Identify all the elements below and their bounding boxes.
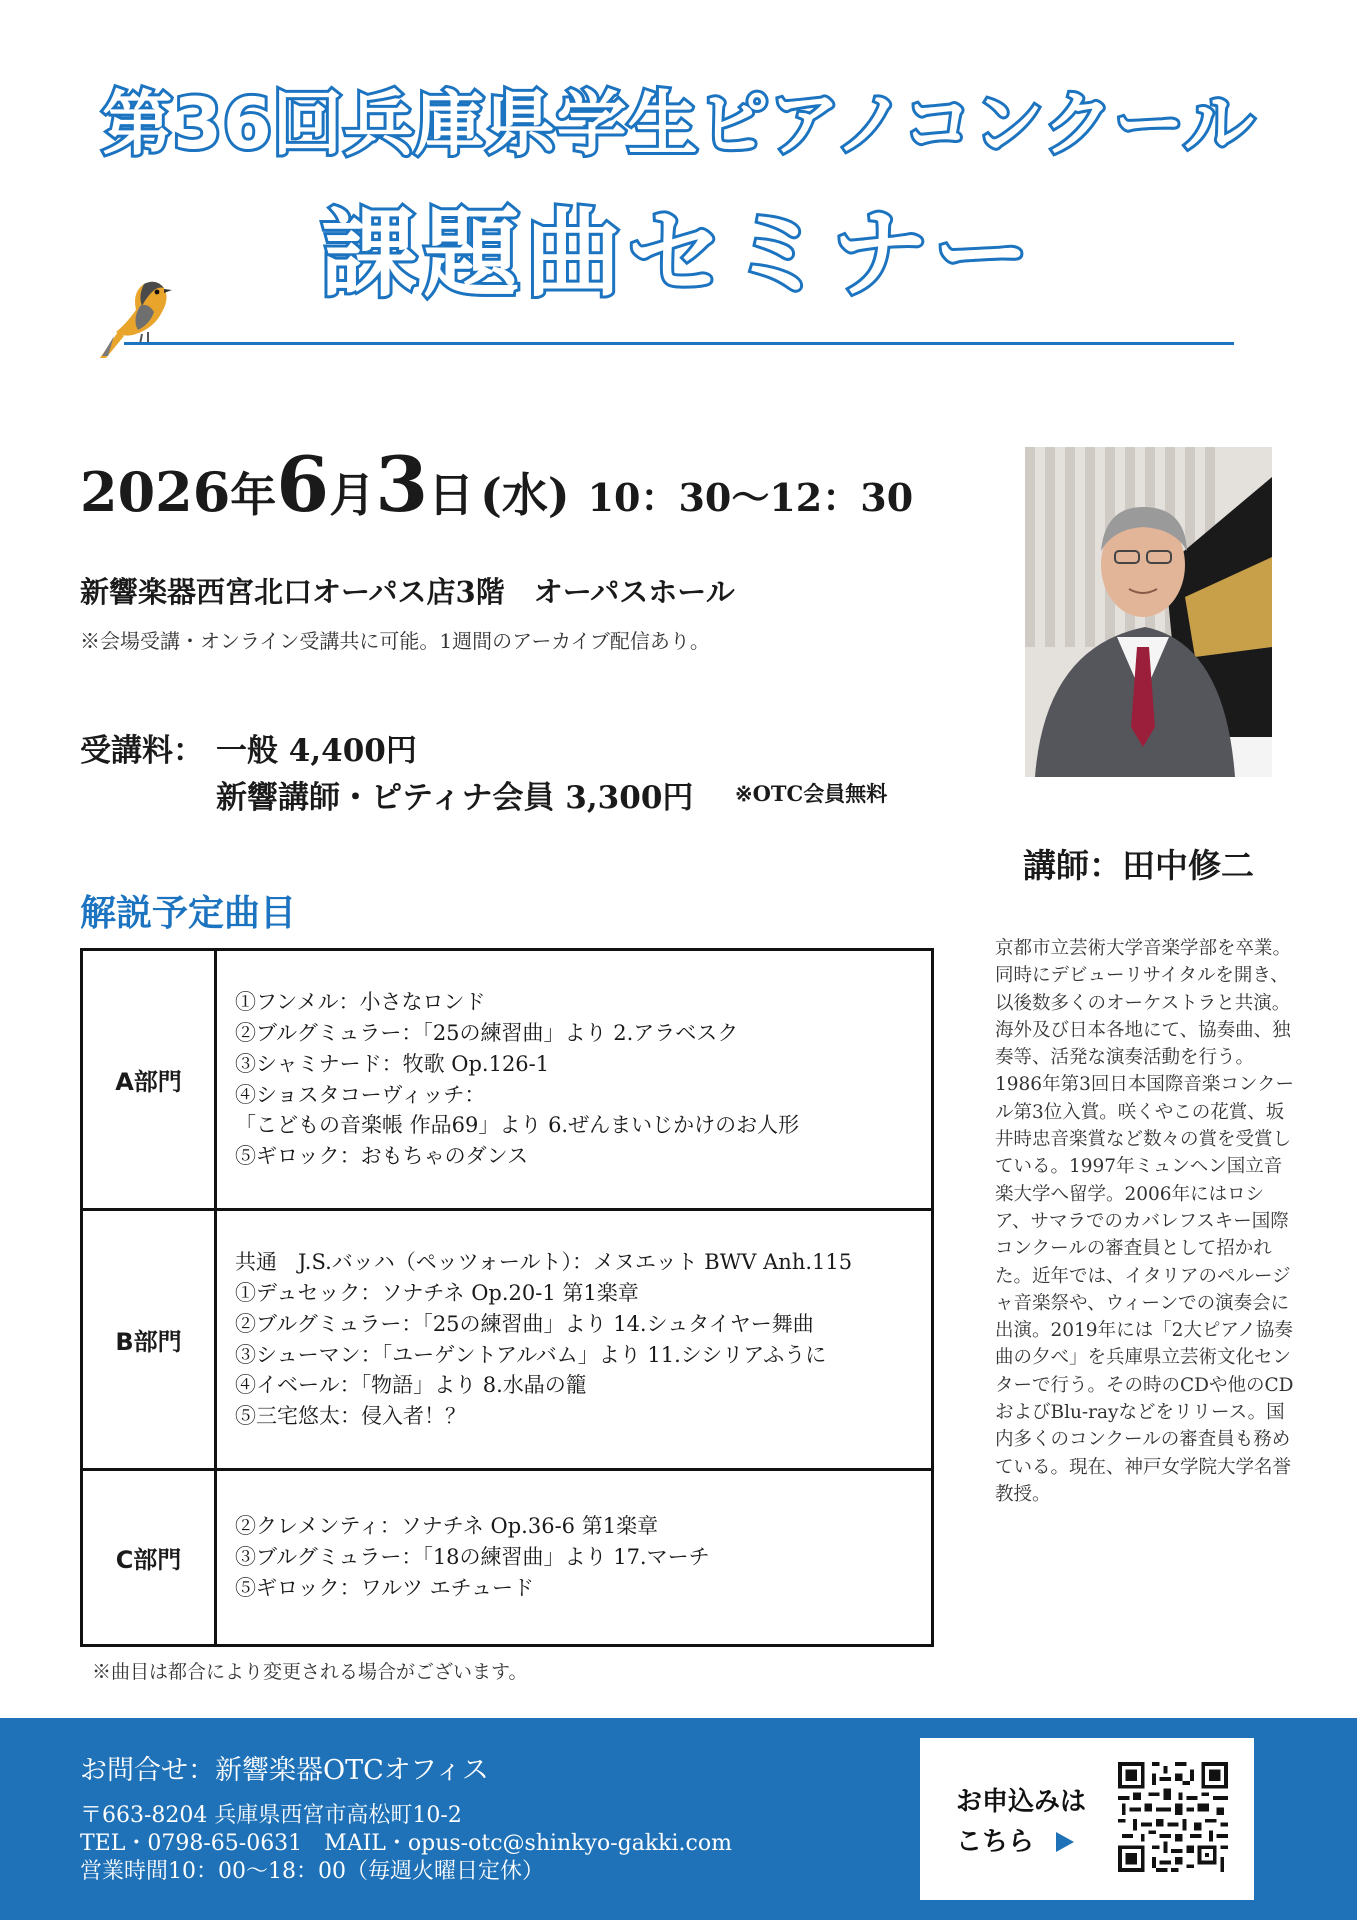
list-item: ⑤ギロック：ワルツ エチュード	[235, 1575, 534, 1600]
footer	[0, 1718, 1357, 1920]
table-row	[82, 1470, 933, 1646]
fee-member: 新響講師・ピティナ会員 3,300円	[216, 780, 694, 816]
category-label: A部門	[82, 950, 216, 1210]
title-divider	[124, 342, 1234, 345]
date-year-kanji: 年	[230, 468, 277, 522]
apply-box[interactable]	[920, 1738, 1254, 1900]
category-label: B部門	[82, 1210, 216, 1470]
date-weekday: (水)	[480, 468, 570, 522]
list-item: ①フンメル：小さなロンド	[235, 990, 486, 1015]
date-month-kanji: 月	[329, 468, 376, 522]
date-day: 3	[375, 440, 429, 529]
contact-title: お問合せ：新響楽器OTCオフィス	[80, 1755, 489, 1786]
category-pieces	[216, 1210, 933, 1470]
teacher-photo	[1025, 447, 1272, 777]
category-pieces	[216, 1470, 933, 1646]
page-title-line1: 第36回兵庫県学生ピアノコンクール	[102, 83, 1255, 165]
list-item: ③シューマン：「ユーゲントアルバム」より 11.シシリアふうに	[235, 1342, 827, 1367]
contact-address: 〒663-8204 兵庫県西宮市高松町10-2	[80, 1803, 462, 1828]
list-item: ②ブルグミュラー：「25の練習曲」より 2.アラベスク	[235, 1021, 739, 1046]
fee-note: ※OTC会員無料	[735, 781, 888, 806]
event-time: 10：30〜12：30	[587, 475, 914, 520]
list-item: ③ブルグミュラー：「18の練習曲」より 17.マーチ	[235, 1545, 710, 1570]
pieces-table	[80, 948, 934, 1647]
contact-tel-mail[interactable]: TEL・0798-65-0631 MAIL・opus-otc@shinkyo-gakki.com	[80, 1831, 732, 1856]
list-item: ①デュセック：ソナチネ Op.20-1 第1楽章	[235, 1281, 639, 1306]
apply-line2: こちら	[956, 1827, 1035, 1857]
list-item: ②ブルグミュラー：「25の練習曲」より 14.シュタイヤー舞曲	[235, 1311, 814, 1336]
teacher-name: 講師：田中修二	[1023, 846, 1254, 885]
page-title-line2: 課題曲セミナー	[321, 198, 1036, 310]
date-day-kanji: 日	[428, 468, 475, 522]
category-pieces	[216, 950, 933, 1210]
list-item: ⑤三宅悠太：侵入者！？	[235, 1403, 466, 1428]
list-item: ④イベール：「物語」より 8.水晶の籠	[235, 1373, 587, 1398]
list-item: ⑤ギロック：おもちゃのダンス	[235, 1143, 529, 1168]
fee-label: 受講料：	[80, 733, 204, 769]
list-item: 「こどもの音楽帳 作品69」より 6.ぜんまいじかけのお人形	[235, 1113, 800, 1138]
list-item: ④ショスタコーヴィッチ：	[235, 1082, 486, 1107]
venue-note: ※会場受講・オンライン受講共に可能。1週間のアーカイブ配信あり。	[80, 629, 710, 653]
fee-general: 一般 4,400円	[216, 733, 417, 769]
table-row	[82, 1210, 933, 1470]
venue-name: 新響楽器西宮北口オーパス店3階 オーパスホール	[80, 575, 735, 609]
pieces-heading: 解説予定曲目	[80, 892, 297, 934]
list-item: ③シャミナード：牧歌 Op.126-1	[235, 1051, 550, 1076]
contact-hours: 営業時間10：00〜18：00（毎週火曜日定休）	[80, 1859, 544, 1884]
apply-text	[956, 1782, 1086, 1862]
date-year: 2026	[80, 460, 231, 524]
play-arrow-icon	[1056, 1832, 1074, 1852]
apply-line1: お申込みは	[956, 1787, 1087, 1817]
qr-code-icon[interactable]	[1118, 1762, 1228, 1872]
bird-illustration-icon	[96, 262, 176, 362]
pieces-note: ※曲目は都合により変更される場合がございます。	[92, 1661, 528, 1683]
table-row	[82, 950, 933, 1210]
list-item: 共通 J.S.バッハ（ペッツォールト）：メヌエット BWV Anh.115	[235, 1250, 853, 1275]
apply-line2-row	[956, 1822, 1086, 1862]
date-month: 6	[276, 440, 330, 529]
list-item: ②クレメンティ：ソナチネ Op.36-6 第1楽章	[235, 1514, 659, 1539]
category-label: C部門	[82, 1470, 216, 1646]
teacher-bio: 京都市立芸術大学音楽学部を卒業。同時にデビューリサイタルを開き、以後数多くのオーケストラと共演。海外及び日本各地にて、協奏曲、独奏等、活発な演奏活動を行う。1986年第3回日本国際音楽コンクール第3位入賞。咲くやこの花賞、坂井時忠音楽賞など数々の賞を受賞している。1997年ミュンヘン国立音楽大学へ留学。2006年にはロシア、サマラでのカバレフスキー国際コンクールの審査員として招かれた。近年では、イタリアのペルージャ音楽祭や、ウィーンでの演奏会に出演。2019年には「2大ピアノ協奏曲の夕べ」を兵庫県立芸術文化センターで行う。その時のCDや他のCDおよびBlu-rayなどをリリース。国内多くのコンクールの審査員も務めている。現在、神戸女学院大学名誉教授。	[995, 938, 1294, 1505]
event-date	[80, 440, 913, 529]
